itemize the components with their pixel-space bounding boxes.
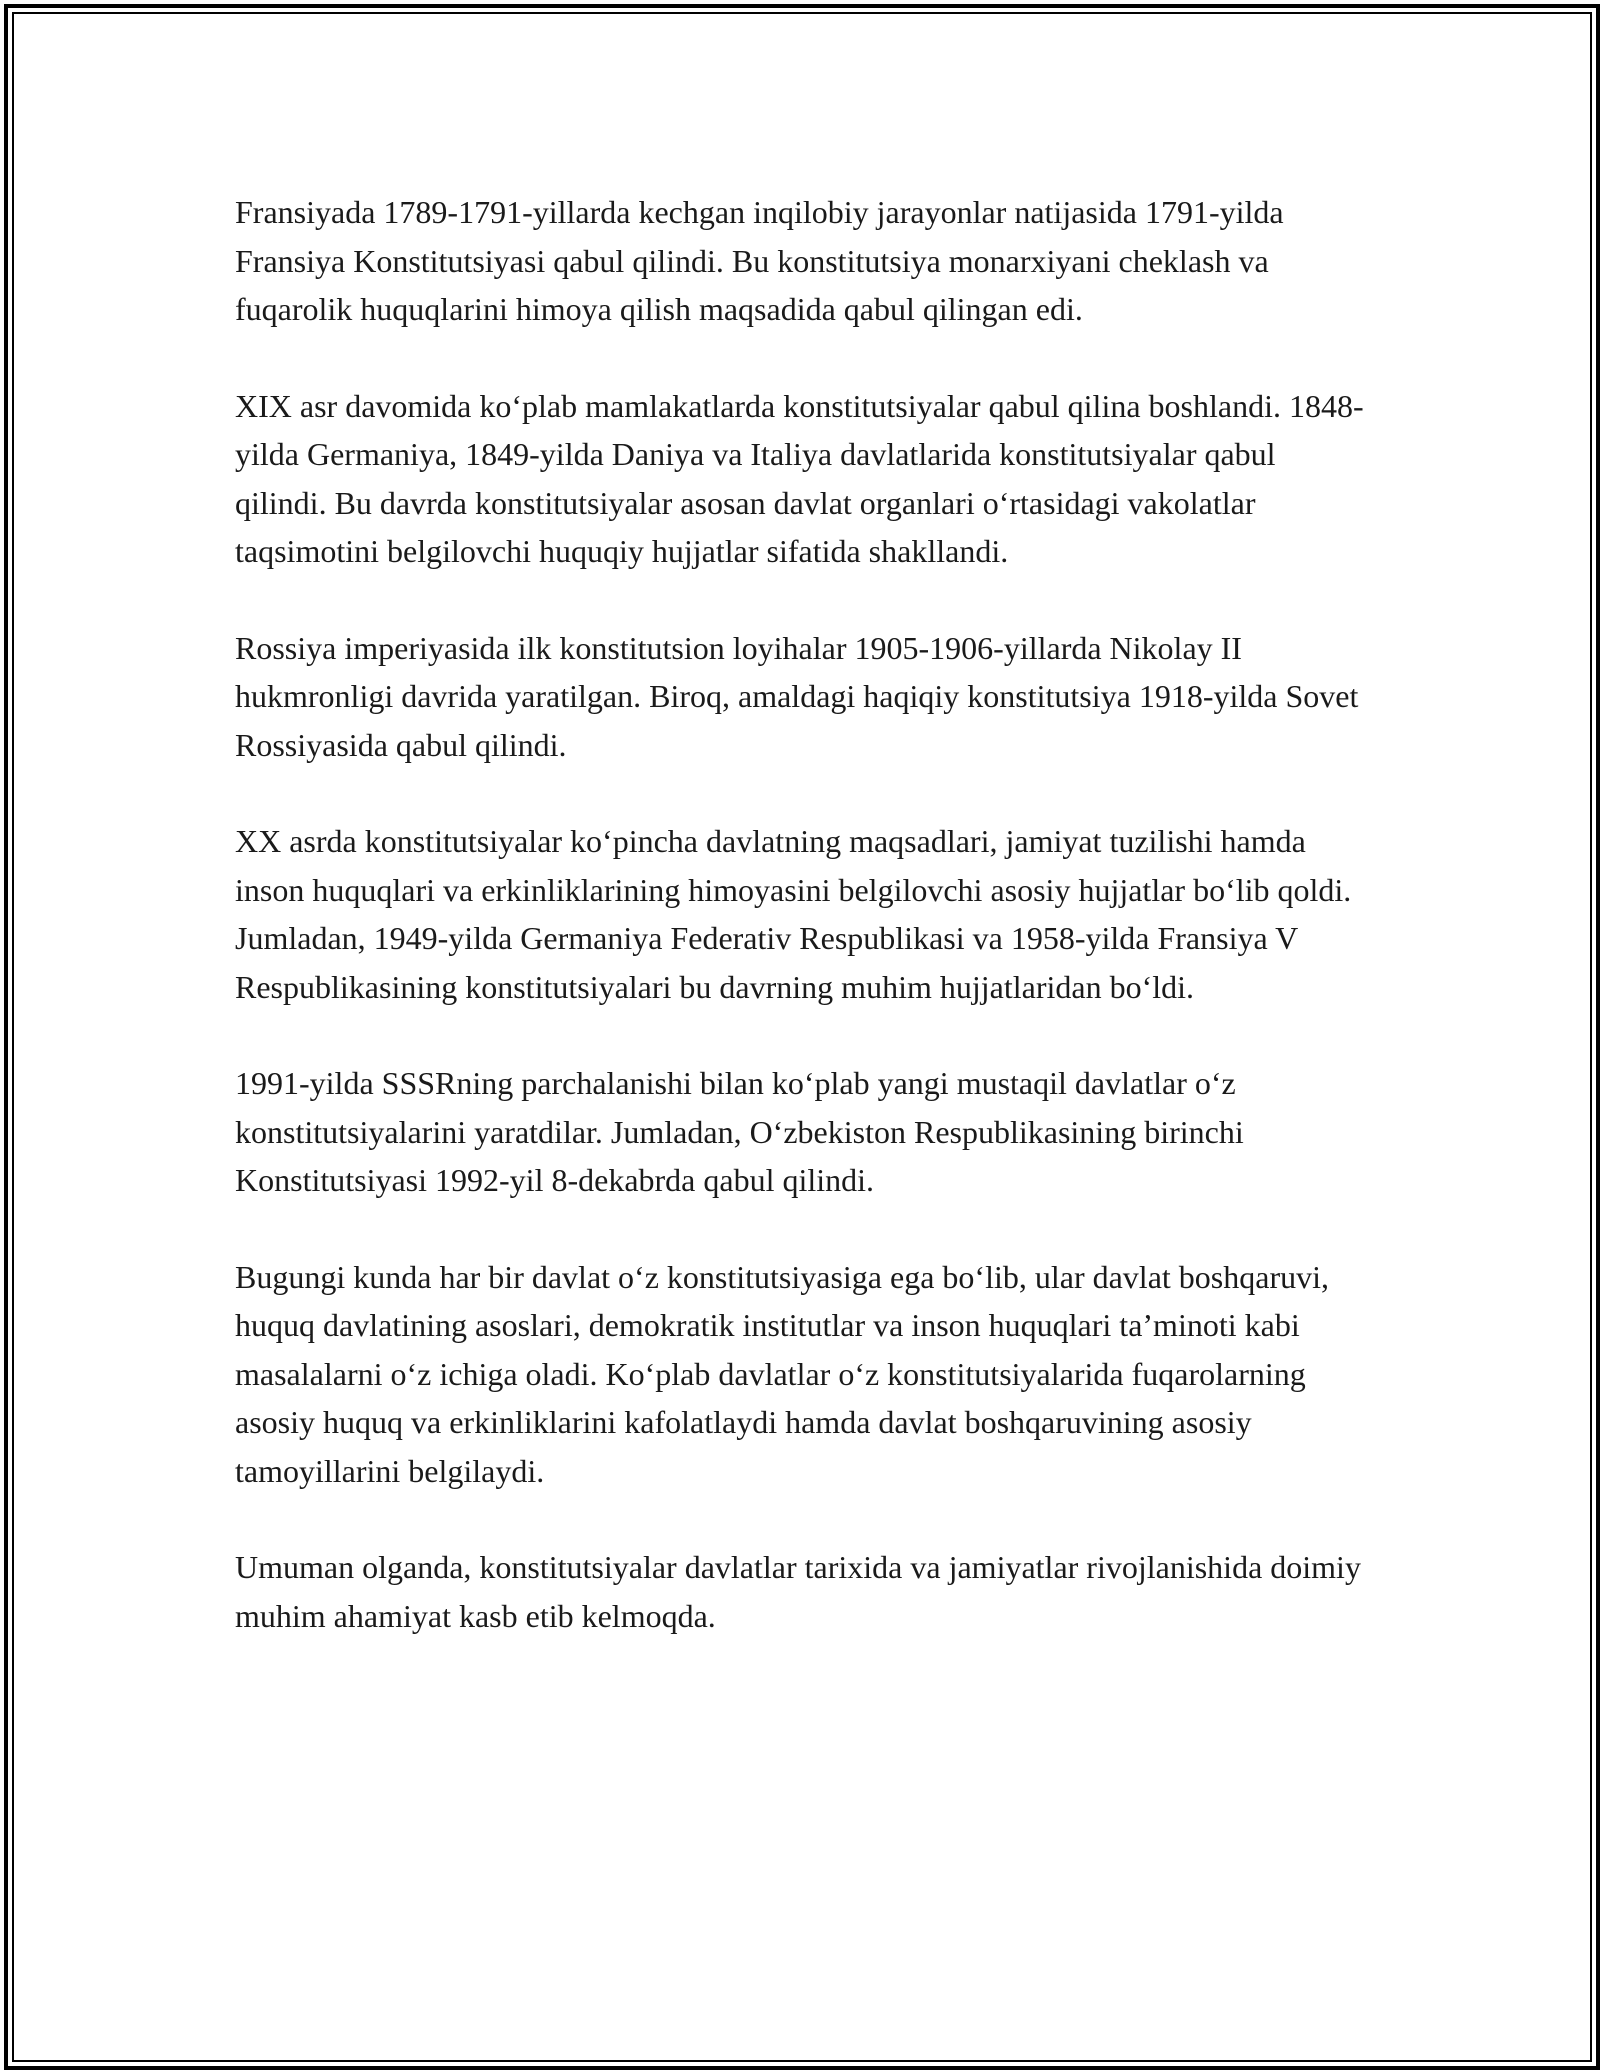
paragraph-7: Umuman olganda, konstitutsiyalar davlatlar tarixida va jamiyatlar rivojlanishida doimiy muhim ahamiyat kasb etib kelmoqda. [235,1549,1361,1634]
paragraph-1: Fransiyada 1789-1791-yillarda kechgan inqilobiy jarayonlar natijasida 1791-yilda Fransiya Konstitutsiyasi qabul qilindi. Bu konstitutsiya monarxiyani cheklash va fuqarolik huquqlarini himoya qilish maqsadida qabul qilingan edi. [235,194,1284,327]
paragraph-3: Rossiya imperiyasida ilk konstitutsion loyihalar 1905-1906-yillarda Nikolay II hukmronligi davrida yaratilgan. Biroq, amaldagi haqiqiy konstitutsiya 1918-yilda Sovet Rossiyasida qabul qilindi. [235,629,1359,763]
paragraph-5: 1991-yilda SSSRning parchalanishi bilan ko‘plab yangi mustaqil davlatlar o‘z konstitutsiyalarini yaratdilar. Jumladan, O‘zbekiston Respublikasining birinchi Konstitutsiyasi 1992-yil 8-dekabrda qabul qilindi. [235,1065,1244,1198]
paragraph-6: Bugungi kunda har bir davlat o‘z konstitutsiyasiga ega bo‘lib, ular davlat boshqaruvi, huquq davlatining asoslari, demokratik institutlar va inson huquqlari ta’minoti kabi masalalarni o‘z ichiga oladi. Ko‘plab davlatlar o‘z konstitutsiyalarida fuqarolarning asosiy huquq va erkinliklarini kafolatlaydi hamda davlat boshqaruvining asosiy tamoyillarini belgilaydi. [235,1258,1329,1489]
paragraph-4: XX asrda konstitutsiyalar ko‘pincha davlatning maqsadlari, jamiyat tuzilishi hamda inson huquqlari va erkinliklarining himoyasini belgilovchi asosiy hujjatlar bo‘lib qoldi. Jumladan, 1949-yilda Germaniya Federativ Respublikasi va 1958-yilda Fransiya V Respublikasining konstitutsiyalari bu davrning muhim hujjatlaridan bo‘ldi. [235,823,1352,1005]
paragraph-2: XIX asr davomida ko‘plab mamlakatlarda konstitutsiyalar qabul qilina boshlandi. 1848-yilda Germaniya, 1849-yilda Daniya va Italiya davlatlarida konstitutsiyalar qabul qilindi. Bu davrda konstitutsiyalar asosan davlat organlari o‘rtasidagi vakolatlar taqsimotini belgilovchi huquqiy hujjatlar sifatida shakllandi. [235,387,1364,569]
document-body [235,188,1370,1688]
